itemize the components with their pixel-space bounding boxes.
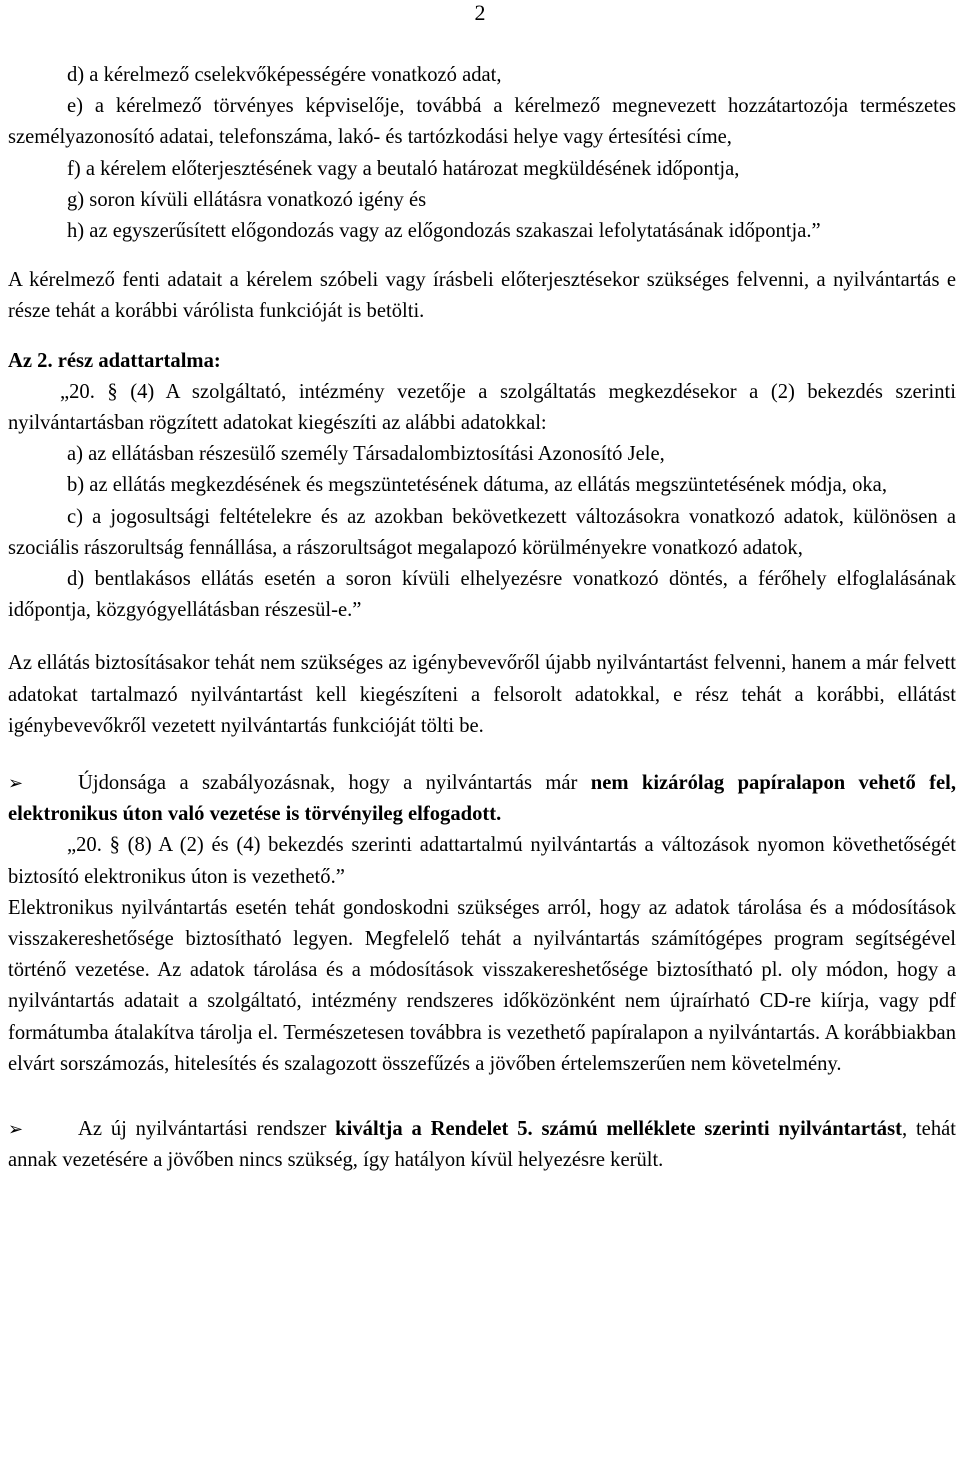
quote-20-8: „20. § (8) A (2) és (4) bekezdés szerinti adattartalmú nyilvántartás a változások nyomon követhetőségét biztosító elektronikus úton is vezethető.”: [8, 834, 956, 888]
arrowhead-bullet-icon: ➢: [8, 773, 24, 795]
bullet2-bold-text: kiváltja a Rendelet 5. számú melléklete szerinti nyilvántartást: [335, 1118, 902, 1141]
document-body: [8, 60, 956, 1177]
bullet1-end: .: [496, 803, 502, 826]
bullet1-text: Újdonsága a szabályozásnak, hogy a nyilvántartás már: [78, 772, 591, 795]
bullet1-bold-text: nem kizárólag papíralapon vehető fel, elektronikus úton való vezetése is törvényileg elfogadott: [8, 772, 956, 826]
list-item-h: h) az egyszerűsített előgondozás vagy az előgondozás szakaszai lefolytatásának időpontja.”: [67, 220, 821, 243]
list-item-f: f) a kérelem előterjesztésének vagy a beutaló határozat megküldésének időpontja,: [67, 157, 740, 180]
bullet-paragraph-ujdonsag: [8, 768, 956, 830]
bullet2-text-1: Az új nyilvántartási rendszer: [78, 1118, 336, 1141]
list-item-b2: b) az ellátás megkezdésének és megszüntetésének dátuma, az ellátás megszüntetésének módja, oka,: [67, 474, 887, 497]
paragraph-kerelmezo-adatai: A kérelmező fenti adatait a kérelem szóbeli vagy írásbeli előterjesztésekor szükséges felvenni, a nyilvántartás e része tehát a korábbi várólista funkcióját is betölti.: [8, 269, 956, 323]
quote-20-4: „20. § (4) A szolgáltató, intézmény vezetője a szolgáltatás megkezdésekor a (2) bekezdés szerinti nyilvántartásban rögzített adatokat kiegészíti az alábbi adatokkal:: [8, 380, 956, 435]
list-item-d: d) a kérelmező cselekvőképességére vonatkozó adat,: [67, 64, 502, 86]
section-heading-part2: Az 2. rész adattartalma:: [8, 349, 221, 372]
list-item-a2: a) az ellátásban részesülő személy Társadalombiztosítási Azonosító Jele,: [67, 443, 665, 466]
bullet2-text-2: , tehát annak vezetésére a jövőben nincs szükség, így hatályon kívül helyezésre került.: [8, 1118, 956, 1172]
list-item-d2: d) bentlakásos ellátás esetén a soron kívüli elhelyezésre vonatkozó döntés, a férőhely elfoglalásának időpontja, közgyógyellátásban részesül-e.”: [8, 568, 956, 622]
list-item-g: g) soron kívüli ellátásra vonatkozó igény és: [67, 188, 427, 211]
paragraph-ellatas-biztositasa: Az ellátás biztosításakor tehát nem szükséges az igénybevevőről újabb nyilvántartást felvenni, hanem a már felvett adatokat tartalmazó nyilvántartást kell kiegészíteni a felsorolt adatokkal, e rész tehát a korábbi, ellátást igénybevevőkről vezetett nyilvántartás funkcióját tölti be.: [8, 652, 956, 737]
list-item-c2: c) a jogosultsági feltételekre és az azokban bekövetkezett változásokra vonatkozó adatok, különösen a szociális rászorultság fennállása, a rászorultságot megalapozó körülményekre vonatkozó adatok,: [8, 505, 956, 559]
page-number: 2: [474, 0, 486, 25]
bullet-paragraph-uj-rendszer: [8, 1114, 956, 1176]
arrowhead-bullet-icon: ➢: [8, 1119, 24, 1141]
paragraph-elektronikus-nyilvantartas: Elektronikus nyilvántartás esetén tehát gondoskodni szükséges arról, hogy az adatok tárolása és a módosítások visszakereshetősége biztosítható legyen. Megfelelő tehát a nyilvántartás számítógépes program segítségével történő vezetése. Az adatok tárolása és a módosítások visszakereshetősége biztosítható pl. oly módon, hogy a nyilvántartás adatait a szolgáltató, intézmény rendszeres időközönként nem újraírható CD-re kiírja, vagy pdf formátumba átalakítva tárolja el. Természetesen továbbra is vezethető papíralapon a nyilvántartás. A korábbiakban elvárt sorszámozás, hitelesítés és szalagozott összefűzés a jövőben értelemszerűen nem követelmény.: [8, 896, 956, 1075]
list-item-e: e) a kérelmező törvényes képviselője, továbbá a kérelmező megnevezett hozzátartozója természetes személyazonosító adatai, telefonszáma, lakó- és tartózkodási helye vagy értesítési címe,: [8, 95, 956, 149]
